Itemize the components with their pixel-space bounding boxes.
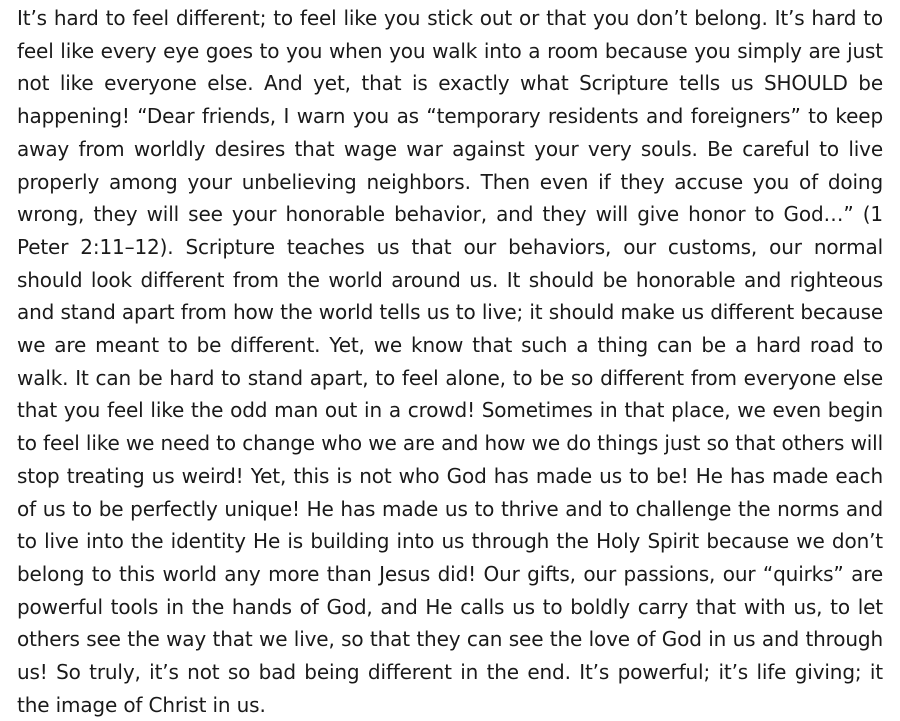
body-paragraph: It’s hard to feel different; to feel like you stick out or that you don’t belong. It’s hard to feel like every eye goes to you when you walk into a room because you simply are just not like everyone else. And yet, that is exactly what Scripture tells us SHOULD be happening! “Dear friends, I warn you as “temporary residents and foreigners” to keep away from worldly desires that wage war against your very souls. Be careful to live properly among your unbelieving neighbors. Then even if they accuse you of doing wrong, they will see your honorable behavior, and they will give honor to God…” (1 Peter 2:11–12). Scripture teaches us that our behaviors, our customs, our normal should look different from the world around us. It should be honorable and righteous and stand apart from how the world tells us to live; it should make us different because we are meant to be different. Yet, we know that such a thing can be a hard road to walk. It can be hard to stand apart, to feel alone, to be so different from everyone else that you feel like the odd man out in a crowd! Sometimes in that place, we even begin to feel like we need to change who we are and how we do things just so that others will stop treating us weird! Yet, this is not who God has made us to be! He has made each of us to be perfectly unique! He has made us to thrive and to challenge the norms and to live into the identity He is building into us through the Holy Spirit because we don’t belong to this world any more than Jesus did! Our gifts, our passions, our “quirks” are powerful tools in the hands of God, and He calls us to boldly carry that with us, to let others see the way that we live, so that they can see the love of God in us and through us! So truly, it’s not so bad being different in the end. It’s powerful; it’s life giving; it the image of Christ in us. [17, 6, 883, 717]
